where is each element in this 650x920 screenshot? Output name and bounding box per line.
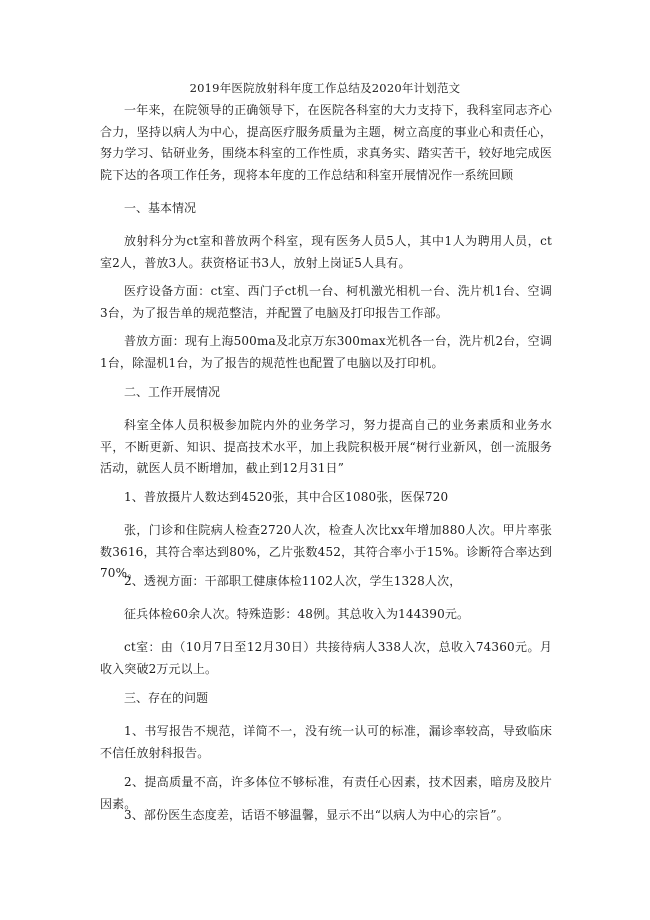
intro-paragraph: 一年来，在院领导的正确领导下，在医院各科室的大力支持下，我科室同志齐心合力，坚持以病人为中心，提高医疗服务质量为主题，树立高度的事业心和责任心，努力学习、钻研业务，围绕本科室的工作性质，求真务实、踏实苦干，较好地完成医院下达的各项工作任务，现将本年度的工作总结和科室开展情况作一系统回顾 [100,103,552,182]
paragraph-problem-1: 1、书写报告不规范，详简不一，没有统一认可的标准，漏诊率较高，导致临床不信任放射科报告。 [100,724,552,760]
paragraph-problem-3: 3、部份医生态度差，话语不够温馨，显示不出“以病人为中心的宗旨”。 [124,808,509,822]
section-heading-problems: 三、存在的问题 [124,691,209,705]
paragraph-ct-room: ct室：由（10月7日至12月30日）共接待病人338人次，总收入74360元。月收入突破2万元以上。 [100,640,552,676]
document-title: 2019年医院放射科年度工作总结及2020年计划范文 [189,81,461,95]
paragraph-xray-count: 1、普放摄片人数达到4520张，其中合区1080张，医保720 [124,490,449,504]
paragraph-staff: 放射科分为ct室和普放两个科室，现有医务人员5人，其中1人为聘用人员，ct室2人，普放3人。获资格证书3人，放射上岗证5人具有。 [100,234,552,270]
section-heading-basic: 一、基本情况 [124,201,197,215]
paragraph-equipment-ct: 医疗设备方面：ct室、西门子ct机一台、柯机激光相机一台、洗片机1台、空调3台，为了报告单的规范整洁，并配置了电脑及打印报告工作部。 [100,284,552,320]
paragraph-problem-2: 2、提高质量不高，许多体位不够标准，有责任心因素，技术因素，暗房及胶片因素。 [100,775,552,811]
paragraph-xray-detail: 张，门诊和住院病人检查2720人次，检查人次比xx年增加880人次。甲片率张数3616，其符合率达到80%，乙片张数452，其符合率小于15%。诊断符合率达到70%。 [100,523,552,580]
paragraph-fluoroscopy: 2、透视方面：干部职工健康体检1102人次，学生1328人次， [124,574,462,588]
paragraph-study: 科室全体人员积极参加院内外的业务学习，努力提高自己的业务素质和业务水平，不断更新、知识、提高技术水平，加上我院积极开展“树行业新风，创一流服务活动，就医人员不断增加，截止到12月31日” [100,418,552,475]
paragraph-fluoroscopy-income: 征兵体检60余人次。特殊造影：48例。其总收入为144390元。 [124,607,470,621]
paragraph-equipment-xray: 普放方面：现有上海500ma及北京万东300max光机各一台，洗片机2台，空调1台，除湿机1台，为了报告的规范性也配置了电脑以及打印机。 [100,334,552,370]
section-heading-work: 二、工作开展情况 [124,385,221,399]
